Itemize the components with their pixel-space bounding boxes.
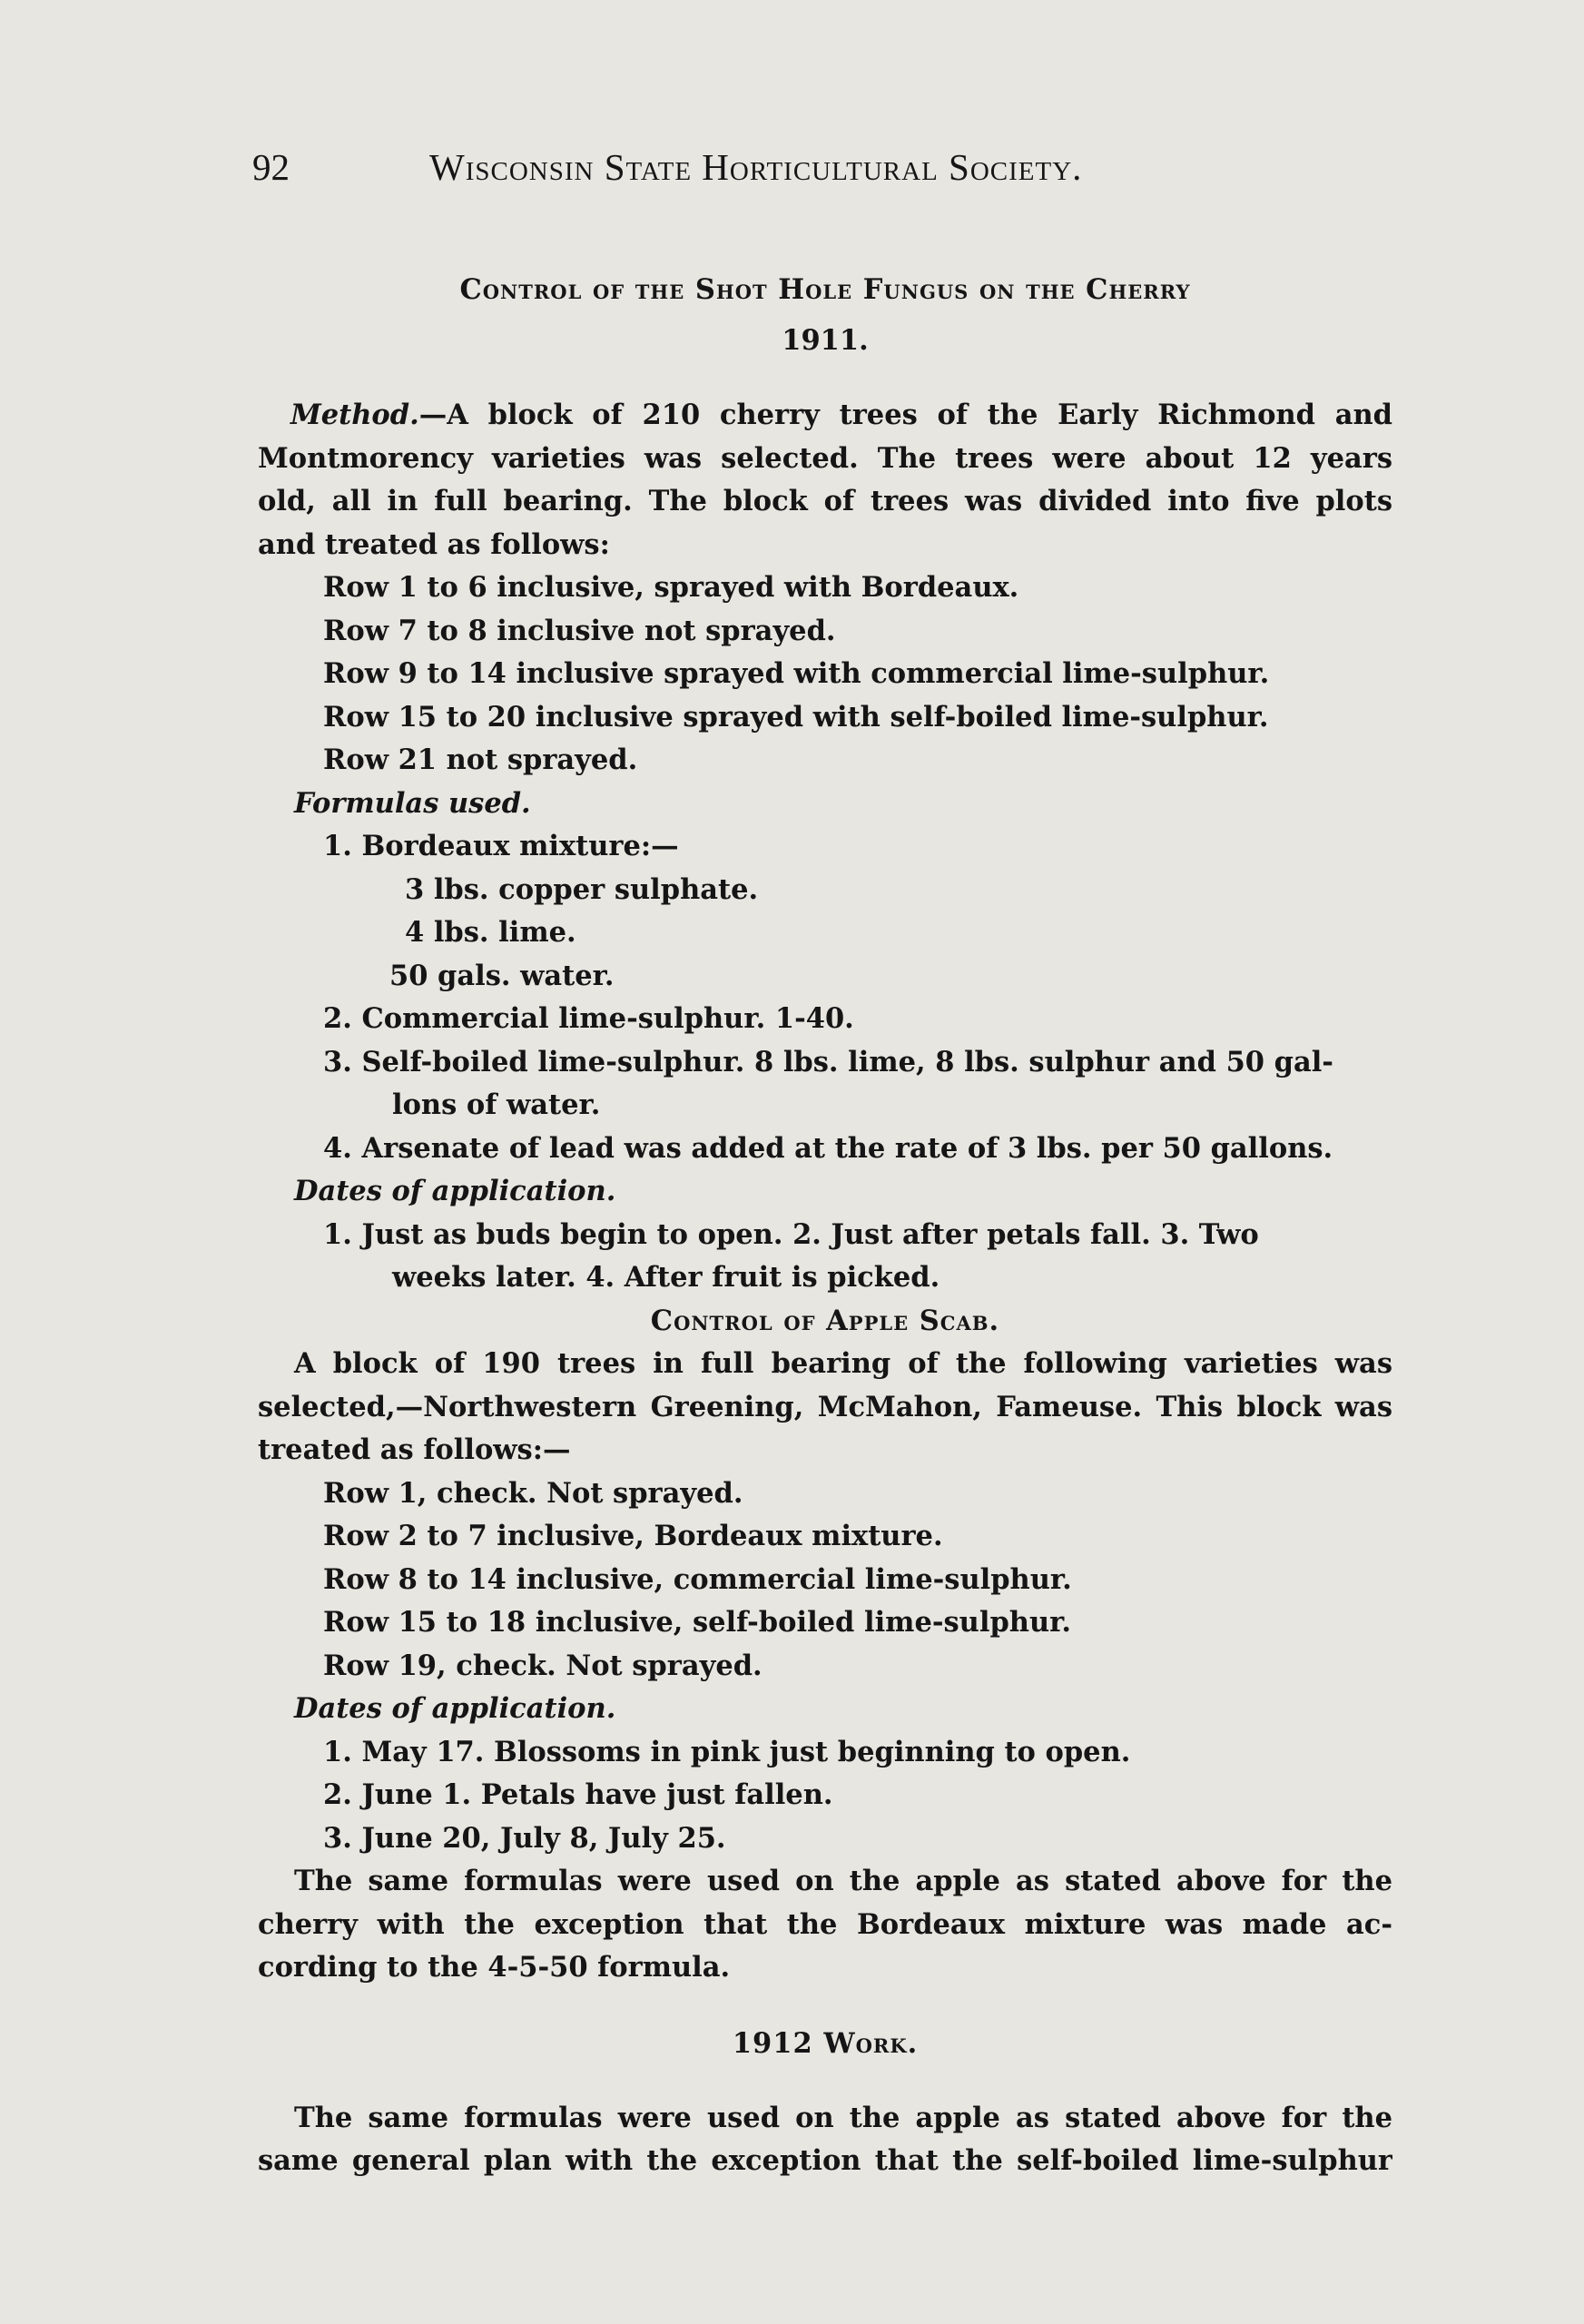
- dates-item: 2. June 1. Petals have just fallen.: [323, 1778, 833, 1811]
- dates-item: 3. June 20, July 8, July 25.: [323, 1821, 726, 1855]
- apple-intro-line: treated as follows:—: [258, 1433, 571, 1466]
- dates-item: 1. May 17. Blossoms in pink just beginning to open.: [323, 1735, 1131, 1768]
- row-item: Row 1 to 6 inclusive, sprayed with Bordeaux.: [323, 571, 1019, 604]
- row-item: Row 19, check. Not sprayed.: [323, 1649, 762, 1682]
- page-number: 92: [252, 146, 290, 188]
- formula-item: 4. Arsenate of lead was added at the rate of 3 lbs. per 50 gallons.: [323, 1131, 1333, 1165]
- work-1912-line: The same formulas were used on the apple as stated above for the: [294, 2101, 1392, 2134]
- dates-item-continued: weeks later. 4. After fruit is picked.: [392, 1261, 940, 1294]
- dates-label: Dates of application.: [294, 1692, 616, 1725]
- formula-part: 4 lbs. lime.: [405, 916, 576, 949]
- formula-item: 2. Commercial lime-sulphur. 1-40.: [323, 1002, 854, 1035]
- row-item: Row 21 not sprayed.: [323, 743, 638, 776]
- formula-part: 3 lbs. copper sulphate.: [405, 872, 759, 906]
- row-item: Row 15 to 18 inclusive, self-boiled lime-sulphur.: [323, 1606, 1072, 1639]
- page-body: [258, 269, 1392, 2183]
- formula-item-continued: lons of water.: [392, 1088, 601, 1121]
- formula-item: 3. Self-boiled lime-sulphur. 8 lbs. lime, 8 lbs. sulphur and 50 gal-: [323, 1045, 1333, 1078]
- row-item: Row 15 to 20 inclusive sprayed with self-boiled lime-sulphur.: [323, 700, 1269, 734]
- row-item: Row 7 to 8 inclusive not sprayed.: [323, 614, 836, 647]
- section-title-shot-hole: Control of the Shot Hole Fungus on the Cherry: [459, 273, 1191, 306]
- row-item: Row 2 to 7 inclusive, Bordeaux mixture.: [323, 1520, 943, 1552]
- apple-intro-line: selected,—Northwestern Greening, McMahon, Fameuse. This block was: [258, 1390, 1392, 1423]
- dates-label: Dates of application.: [294, 1175, 616, 1207]
- dates-item: 1. Just as buds begin to open. 2. Just after petals fall. 3. Two: [323, 1217, 1259, 1251]
- method-paragraph-line: Method.—A block of 210 cherry trees of the Early Richmond and: [290, 399, 1392, 431]
- section-title-apple-scab: Control of Apple Scab.: [650, 1304, 1000, 1337]
- method-label: Method.: [290, 399, 419, 431]
- section-year: 1911.: [782, 324, 869, 357]
- apple-closing-line: cherry with the exception that the Bordeaux mixture was made ac-: [258, 1907, 1392, 1941]
- row-item: Row 1, check. Not sprayed.: [323, 1476, 743, 1510]
- apple-intro-line: A block of 190 trees in full bearing of the following varieties was: [294, 1347, 1392, 1380]
- row-item: Row 8 to 14 inclusive, commercial lime-sulphur.: [323, 1562, 1072, 1596]
- work-1912-line: same general plan with the exception that the self-boiled lime-sulphur: [258, 2144, 1392, 2177]
- method-paragraph-line: old, all in full bearing. The block of trees was divided into five plots: [258, 485, 1392, 517]
- row-item: Row 9 to 14 inclusive sprayed with commercial lime-sulphur.: [323, 657, 1270, 690]
- section-title-1912: 1912 Work.: [732, 2026, 919, 2060]
- apple-closing-line: The same formulas were used on the apple as stated above for the: [294, 1865, 1392, 1897]
- formula-item: 1. Bordeaux mixture:—: [323, 830, 679, 862]
- formulas-label: Formulas used.: [294, 786, 531, 820]
- method-paragraph-line: Montmorency varieties was selected. The trees were about 12 years: [258, 441, 1392, 475]
- running-title: Wisconsin State Horticultural Society.: [429, 146, 1083, 188]
- method-paragraph-line: and treated as follows:: [258, 527, 610, 561]
- apple-closing-line: cording to the 4-5-50 formula.: [258, 1951, 731, 1984]
- formula-part: 50 gals. water.: [389, 959, 615, 992]
